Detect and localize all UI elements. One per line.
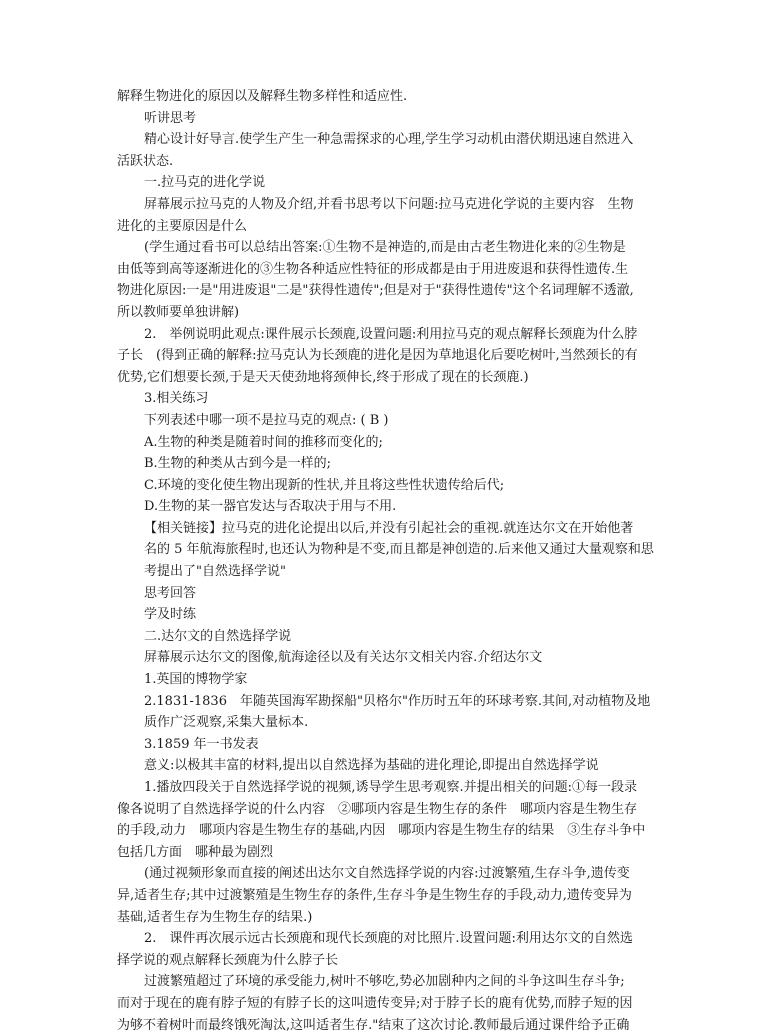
text-line: 1.英国的博物学家 [144,672,248,688]
text-line: 包括几方面 哪种最为剧烈 [117,844,274,860]
text-line: 而对于现在的鹿有脖子短的有脖子长的这叫遗传变异;对于脖子长的鹿有优势,而脖子短的因 [117,995,633,1011]
text-line: (通过视频形象而直接的阐述出达尔文自然选择学说的内容:过渡繁殖,生存斗争,遗传变 [144,866,630,882]
document-body [117,86,655,1036]
text-line: 学及时练 [144,607,197,623]
text-line: B.生物的种类从古到今是一样的; [144,456,332,472]
text-line: 二.达尔文的自然选择学说 [144,628,292,644]
text-line: 2. 举例说明此观点:课件展示长颈鹿,设置问题:利用拉马克的观点解释长颈鹿为什么脖 [144,326,638,342]
text-line: 解释生物进化的原因以及解释生物多样性和适应性. [117,89,408,104]
text-line: D.生物的某一器官发达与否取决于用与不用. [144,499,397,515]
text-line: 名的 5 年航海旅程时,也还认为物种是不变,而且都是神创造的.后来他又通过大量观察和思 [144,542,654,558]
text-line: 过渡繁殖超过了环境的承受能力,树叶不够吃,势必加剧种内之间的斗争这叫生存斗争; [144,974,625,990]
text-line: 听讲思考 [144,110,197,126]
text-line: 下列表述中哪一项不是拉马克的观点: ( B ) [144,412,389,428]
text-line: A.生物的种类是随着时间的推移而变化的; [144,434,383,450]
text-line: 像各说明了自然选择学说的什么内容 ②哪项内容是生物生存的条件 哪项内容是生物生存 [117,801,638,817]
text-line: 3.1859 年一书发表 [144,736,259,752]
text-line: (学生通过看书可以总结出答案:①生物不是神造的,而是由古老生物进化来的②生物是 [144,240,626,256]
text-line: 精心设计好导言.使学生产生一种急需探求的心理,学生学习动机由潜伏期迅速自然进入 [144,132,634,148]
text-line: 优势,它们想要长颈,于是天天使劲地将颈伸长,终于形成了现在的长颈鹿.) [117,369,529,385]
text-line: 屏幕展示达尔文的图像,航海途径以及有关达尔文相关内容.介绍达尔文 [144,650,543,666]
text-line: 一.拉马克的进化学说 [144,175,266,191]
text-line: 异,适者生存;其中过渡繁殖是生物生存的条件,生存斗争是生物生存的手段,动力,遗传变异为 [117,887,632,903]
text-line: 物进化原因:一是"用进废退"二是"获得性遗传";但是对于"获得性遗传"这个名词理解不透澈, [117,283,634,299]
text-line: 2. 课件再次展示远古长颈鹿和现代长颈鹿的对比照片.设置问题:利用达尔文的自然选 [144,931,633,947]
text-line: 思考回答 [144,585,197,601]
text-line: 质作广泛观察,采集大量标本. [144,715,309,731]
text-line: 意义:以极其丰富的材料,提出以自然选择为基础的进化理论,即提出自然选择学说 [144,758,599,774]
text-line: 由低等到高等逐渐进化的③生物各种适应性特征的形成都是由于用进废退和获得性遗传.生 [117,261,629,277]
text-line: 子长 (得到正确的解释:拉马克认为长颈鹿的进化是因为草地退化后要吃树叶,当然颈长的有 [117,348,638,364]
text-line: 1.播放四段关于自然选择学说的视频,诱导学生思考观察.并提出相关的问题:①每一段录 [144,780,638,795]
text-line: 进化的主要原因是什么 [117,218,248,234]
text-line: 屏幕展示拉马克的人物及介绍,并看书思考以下问题:拉马克进化学说的主要内容 生物 [144,196,634,212]
text-line: 所以教师要单独讲解) [117,304,240,320]
text-line: 活跃状态. [117,153,174,169]
text-line: 2.1831-1836 年随英国海军勘探船"贝格尔"作历时五年的环球考察.其间,对动植物及地 [144,693,651,709]
text-line: 的手段,动力 哪项内容是生物生存的基础,内因 哪项内容是生物生存的结果 ③生存斗争中 [117,823,646,839]
text-line: C.环境的变化使生物出现新的性状,并且将这些性状遗传给后代; [144,477,505,493]
text-line: 为够不着树叶而最终饿死淘汰,这叫适者生存."结束了这次讨论.教师最后通过课件给予正确 [117,1017,630,1033]
text-line: 3.相关练习 [144,391,209,407]
text-line: 【相关链接】拉马克的进化论提出以后,并没有引起社会的重视.就连达尔文在开始他著 [144,520,634,536]
text-line: 考提出了"自然选择学说" [144,564,286,580]
text-line: 基础,适者生存为生物生存的结果.) [117,909,313,925]
text-line: 择学说的观点解释长颈鹿为什么脖子长 [117,952,339,968]
